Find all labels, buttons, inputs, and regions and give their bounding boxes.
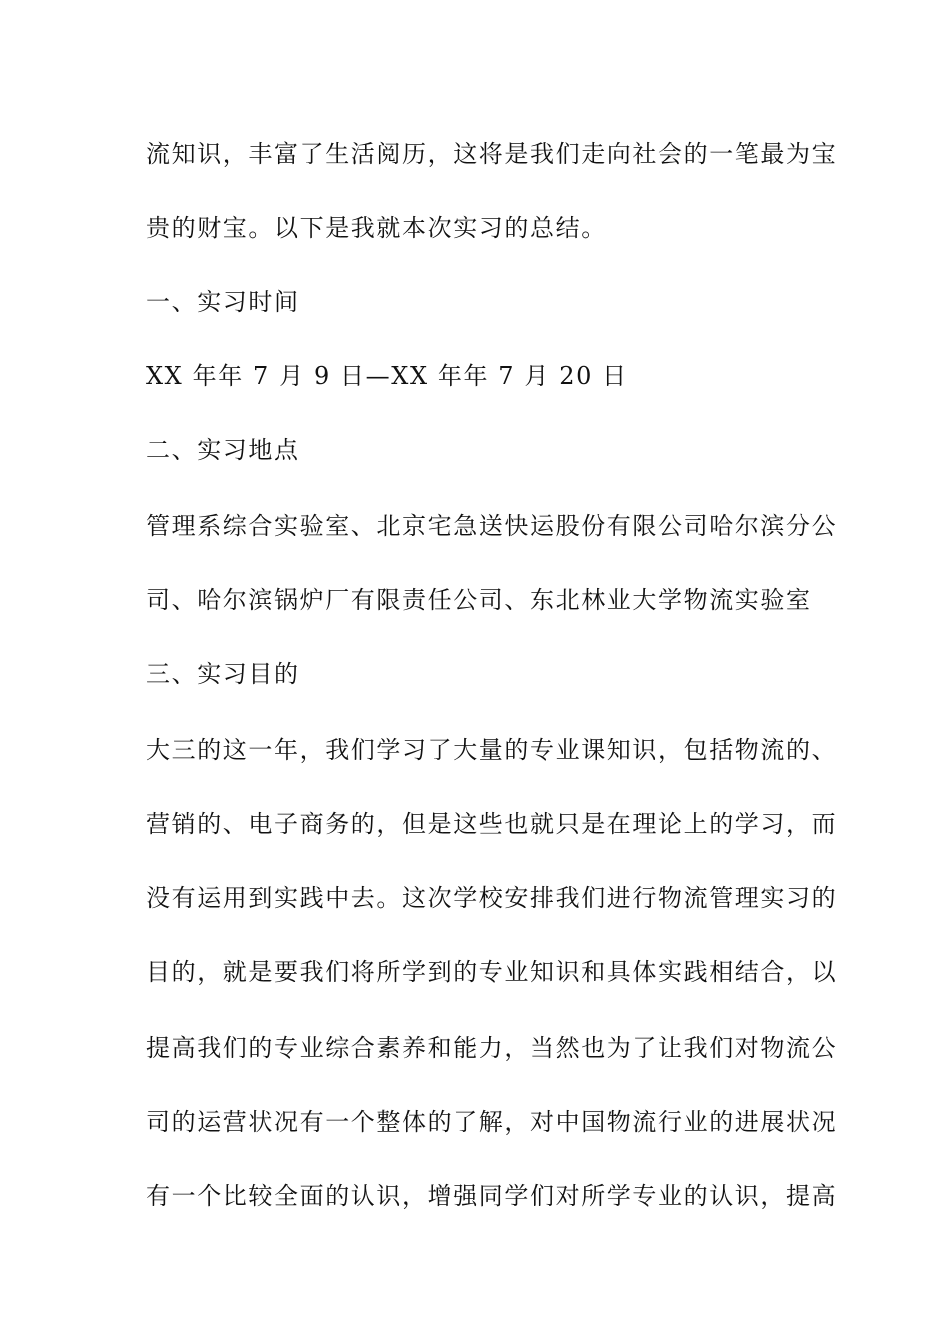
section-heading: 三、实习目的 — [146, 660, 300, 688]
text-line: 司、哈尔滨锅炉厂有限责任公司、东北林业大学物流实验室 — [146, 586, 812, 614]
text-line: 大三的这一年，我们学习了大量的专业课知识，包括物流的、 — [146, 736, 838, 764]
text-line: 没有运用到实践中去。这次学校安排我们进行物流管理实习的 — [146, 884, 838, 912]
text-line: 司的运营状况有一个整体的了解，对中国物流行业的进展状况 — [146, 1108, 838, 1136]
text-line: 有一个比较全面的认识，增强同学们对所学专业的认识，提高 — [146, 1182, 838, 1210]
text-line: 贵的财宝。以下是我就本次实习的总结。 — [146, 214, 607, 242]
text-line: 提高我们的专业综合素养和能力，当然也为了让我们对物流公 — [146, 1034, 838, 1062]
text-line: 营销的、电子商务的，但是这些也就只是在理论上的学习，而 — [146, 810, 838, 838]
section-heading: 一、实习时间 — [146, 288, 300, 316]
text-line: 管理系综合实验室、北京宅急送快运股份有限公司哈尔滨分公 — [146, 512, 838, 540]
text-line: 目的，就是要我们将所学到的专业知识和具体实践相结合，以 — [146, 958, 838, 986]
text-line: XX 年年 7 月 9 日—XX 年年 7 月 20 日 — [146, 362, 628, 390]
section-heading: 二、实习地点 — [146, 436, 300, 464]
text-line: 流知识，丰富了生活阅历，这将是我们走向社会的一笔最为宝 — [146, 140, 838, 168]
